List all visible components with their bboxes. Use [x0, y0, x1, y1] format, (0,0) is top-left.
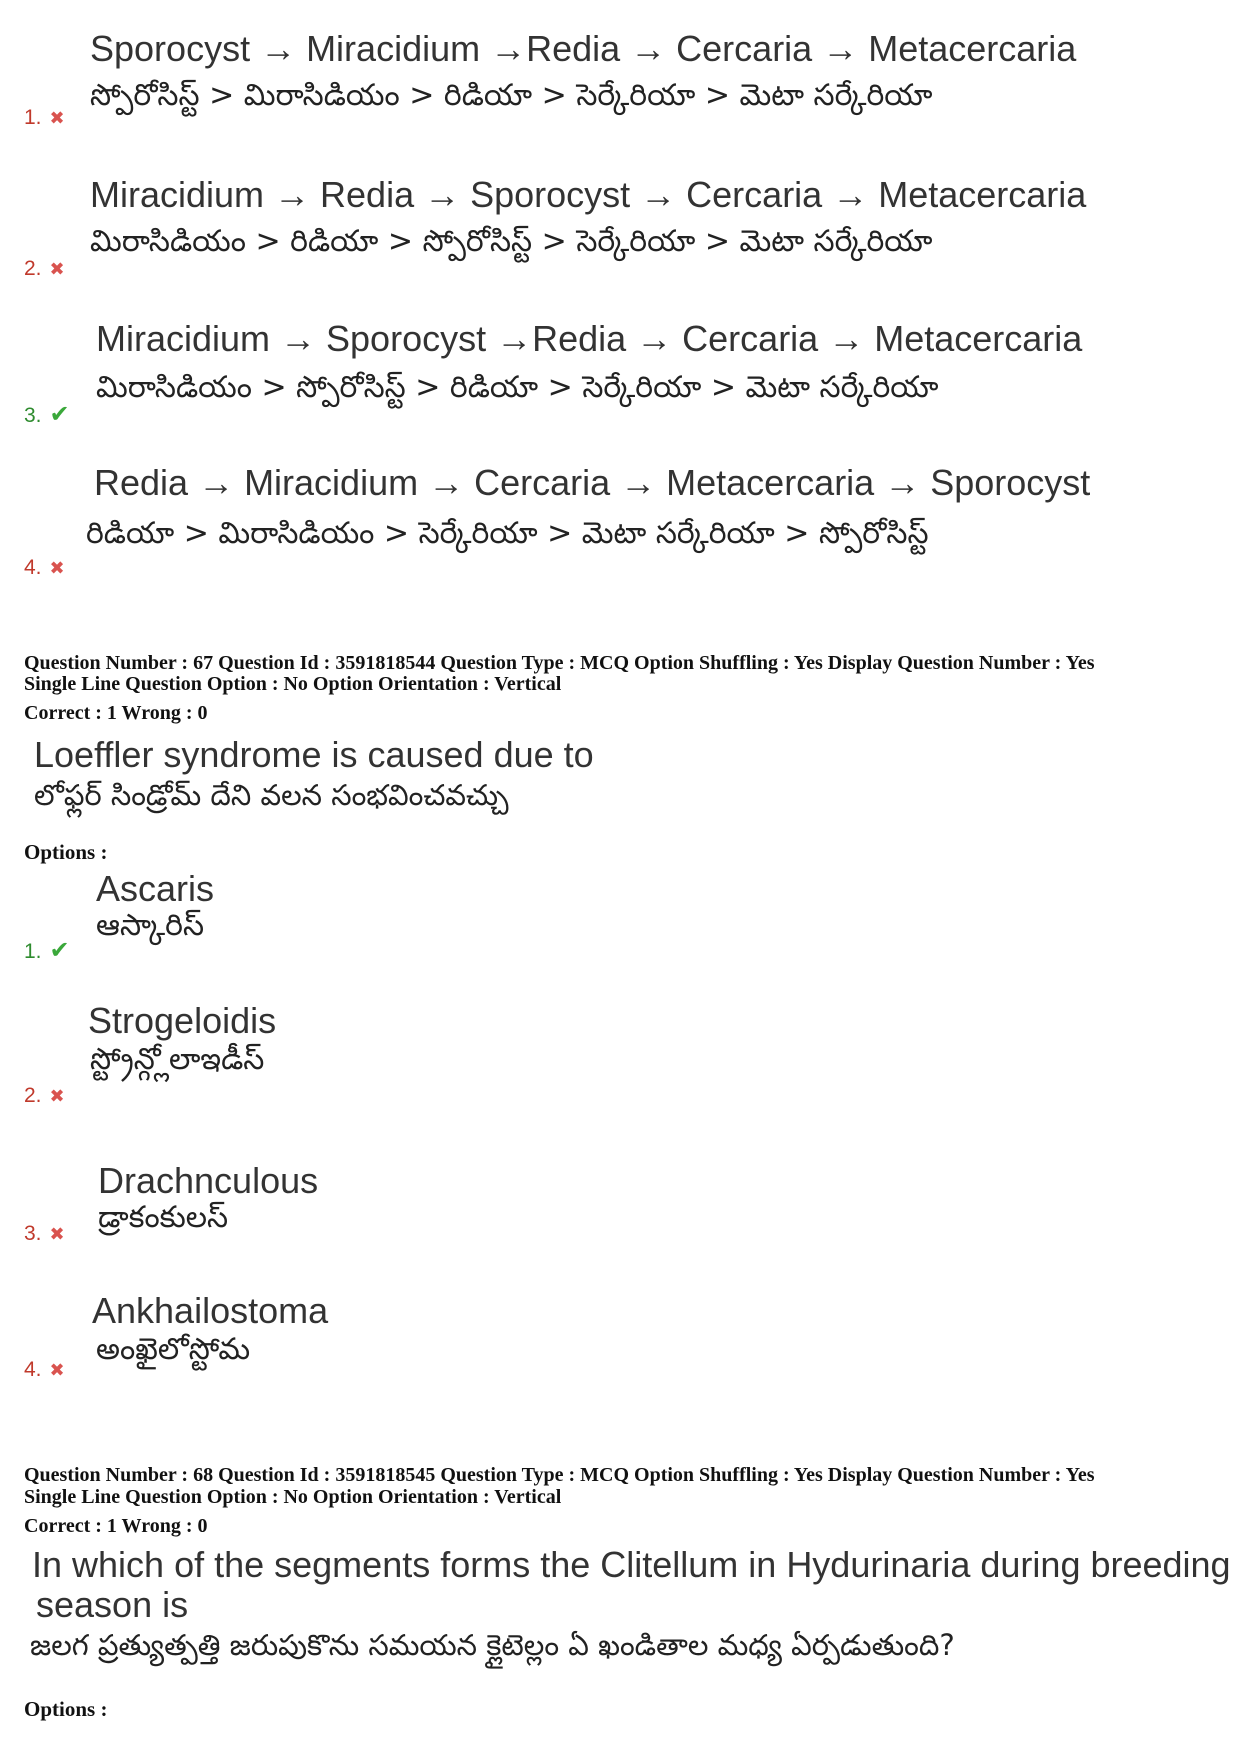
question-text-te: జలగ ప్రత్యుత్పత్తి జరుపుకొను సమయన క్లైటెల్లం ఏ ఖండితాల మధ్య ఏర్పడుతుంది? — [30, 1628, 955, 1662]
check-mark-icon: ✔ — [49, 937, 70, 964]
option-text-te: మిరాసిడియం > రిడియా > స్పోరోసిస్ట్ > సెర్కేరియా > మెటా సర్కేరియా — [90, 224, 933, 259]
question-text-en-line-2: season is — [36, 1584, 189, 1625]
wrong-mark-icon: ✖ — [49, 1360, 65, 1380]
option-text-te: డ్రాకంకులస్ — [98, 1200, 229, 1235]
wrong-mark-icon: ✖ — [49, 558, 65, 578]
question-text-en: Loeffler syndrome is caused due to — [34, 734, 594, 775]
option-text-en: Ascaris — [96, 868, 215, 909]
option-number: 4. ✖ — [24, 556, 65, 579]
option-text-te: ఆస్కారిస్ — [96, 908, 204, 943]
option-number: 2. ✖ — [24, 1084, 65, 1107]
option-number: 4. ✖ — [24, 1358, 65, 1381]
option-number: 3. ✔ — [24, 401, 70, 428]
option-text-en: Strogeloidis — [88, 1000, 277, 1041]
option-text-en: Sporocyst → Miracidium →Redia → Cercaria → Metacercaria — [90, 28, 1077, 69]
question-text-te: లోఫ్లర్ సిండ్రోమ్ దేని వలన సంభవించవచ్చు — [34, 778, 509, 812]
question-meta-line-3: Correct : 1 Wrong : 0 — [24, 702, 208, 724]
question-meta-line-2: Single Line Question Option : No Option Orientation : Vertical — [24, 673, 562, 695]
question-meta-line-1: Question Number : 68 Question Id : 3591818545 Question Type : MCQ Option Shuffling : Yes Display Question Number : Yes — [24, 1464, 1095, 1486]
wrong-mark-icon: ✖ — [49, 108, 65, 128]
option-text-en: Ankhailostoma — [92, 1290, 329, 1331]
option-text-en: Miracidium → Redia → Sporocyst → Cercaria → Metacercaria — [90, 174, 1087, 215]
option-number: 1. ✖ — [24, 106, 65, 129]
options-label: Options : — [24, 840, 108, 864]
check-mark-icon: ✔ — [49, 401, 70, 428]
option-number: 3. ✖ — [24, 1222, 65, 1245]
question-meta-line-2: Single Line Question Option : No Option Orientation : Vertical — [24, 1486, 562, 1508]
option-text-te: అంఖైలోస్టోమ — [96, 1332, 251, 1367]
option-text-te: స్పోరోసిస్ట్ > మిరాసిడియం > రిడియా > సెర్కేరియా > మెటా సర్కేరియా — [90, 78, 933, 113]
question-text-en-line-1: In which of the segments forms the Clitellum in Hydurinaria during breeding — [32, 1544, 1231, 1585]
wrong-mark-icon: ✖ — [49, 1086, 65, 1106]
option-number: 2. ✖ — [24, 257, 65, 280]
question-meta-line-3: Correct : 1 Wrong : 0 — [24, 1515, 208, 1537]
wrong-mark-icon: ✖ — [49, 1224, 65, 1244]
option-text-en: Redia → Miracidium → Cercaria → Metacercaria → Sporocyst — [94, 462, 1091, 503]
option-text-te: రిడియా > మిరాసిడియం > సెర్కేరియా > మెటా సర్కేరియా > స్పోరోసిస్ట్ — [86, 516, 929, 551]
option-number: 1. ✔ — [24, 937, 70, 964]
option-text-en: Miracidium → Sporocyst →Redia → Cercaria → Metacercaria — [96, 318, 1083, 359]
options-label: Options : — [24, 1697, 108, 1721]
option-text-te: స్ట్రోన్గ్లోలాఇడీస్ — [90, 1042, 265, 1077]
option-text-te: మిరాసిడియం > స్పోరోసిస్ట్ > రిడియా > సెర్కేరియా > మెటా సర్కేరియా — [96, 370, 939, 405]
question-meta-line-1: Question Number : 67 Question Id : 3591818544 Question Type : MCQ Option Shuffling : Yes Display Question Number : Yes — [24, 652, 1095, 674]
wrong-mark-icon: ✖ — [49, 259, 65, 279]
option-text-en: Drachnculous — [98, 1160, 319, 1201]
